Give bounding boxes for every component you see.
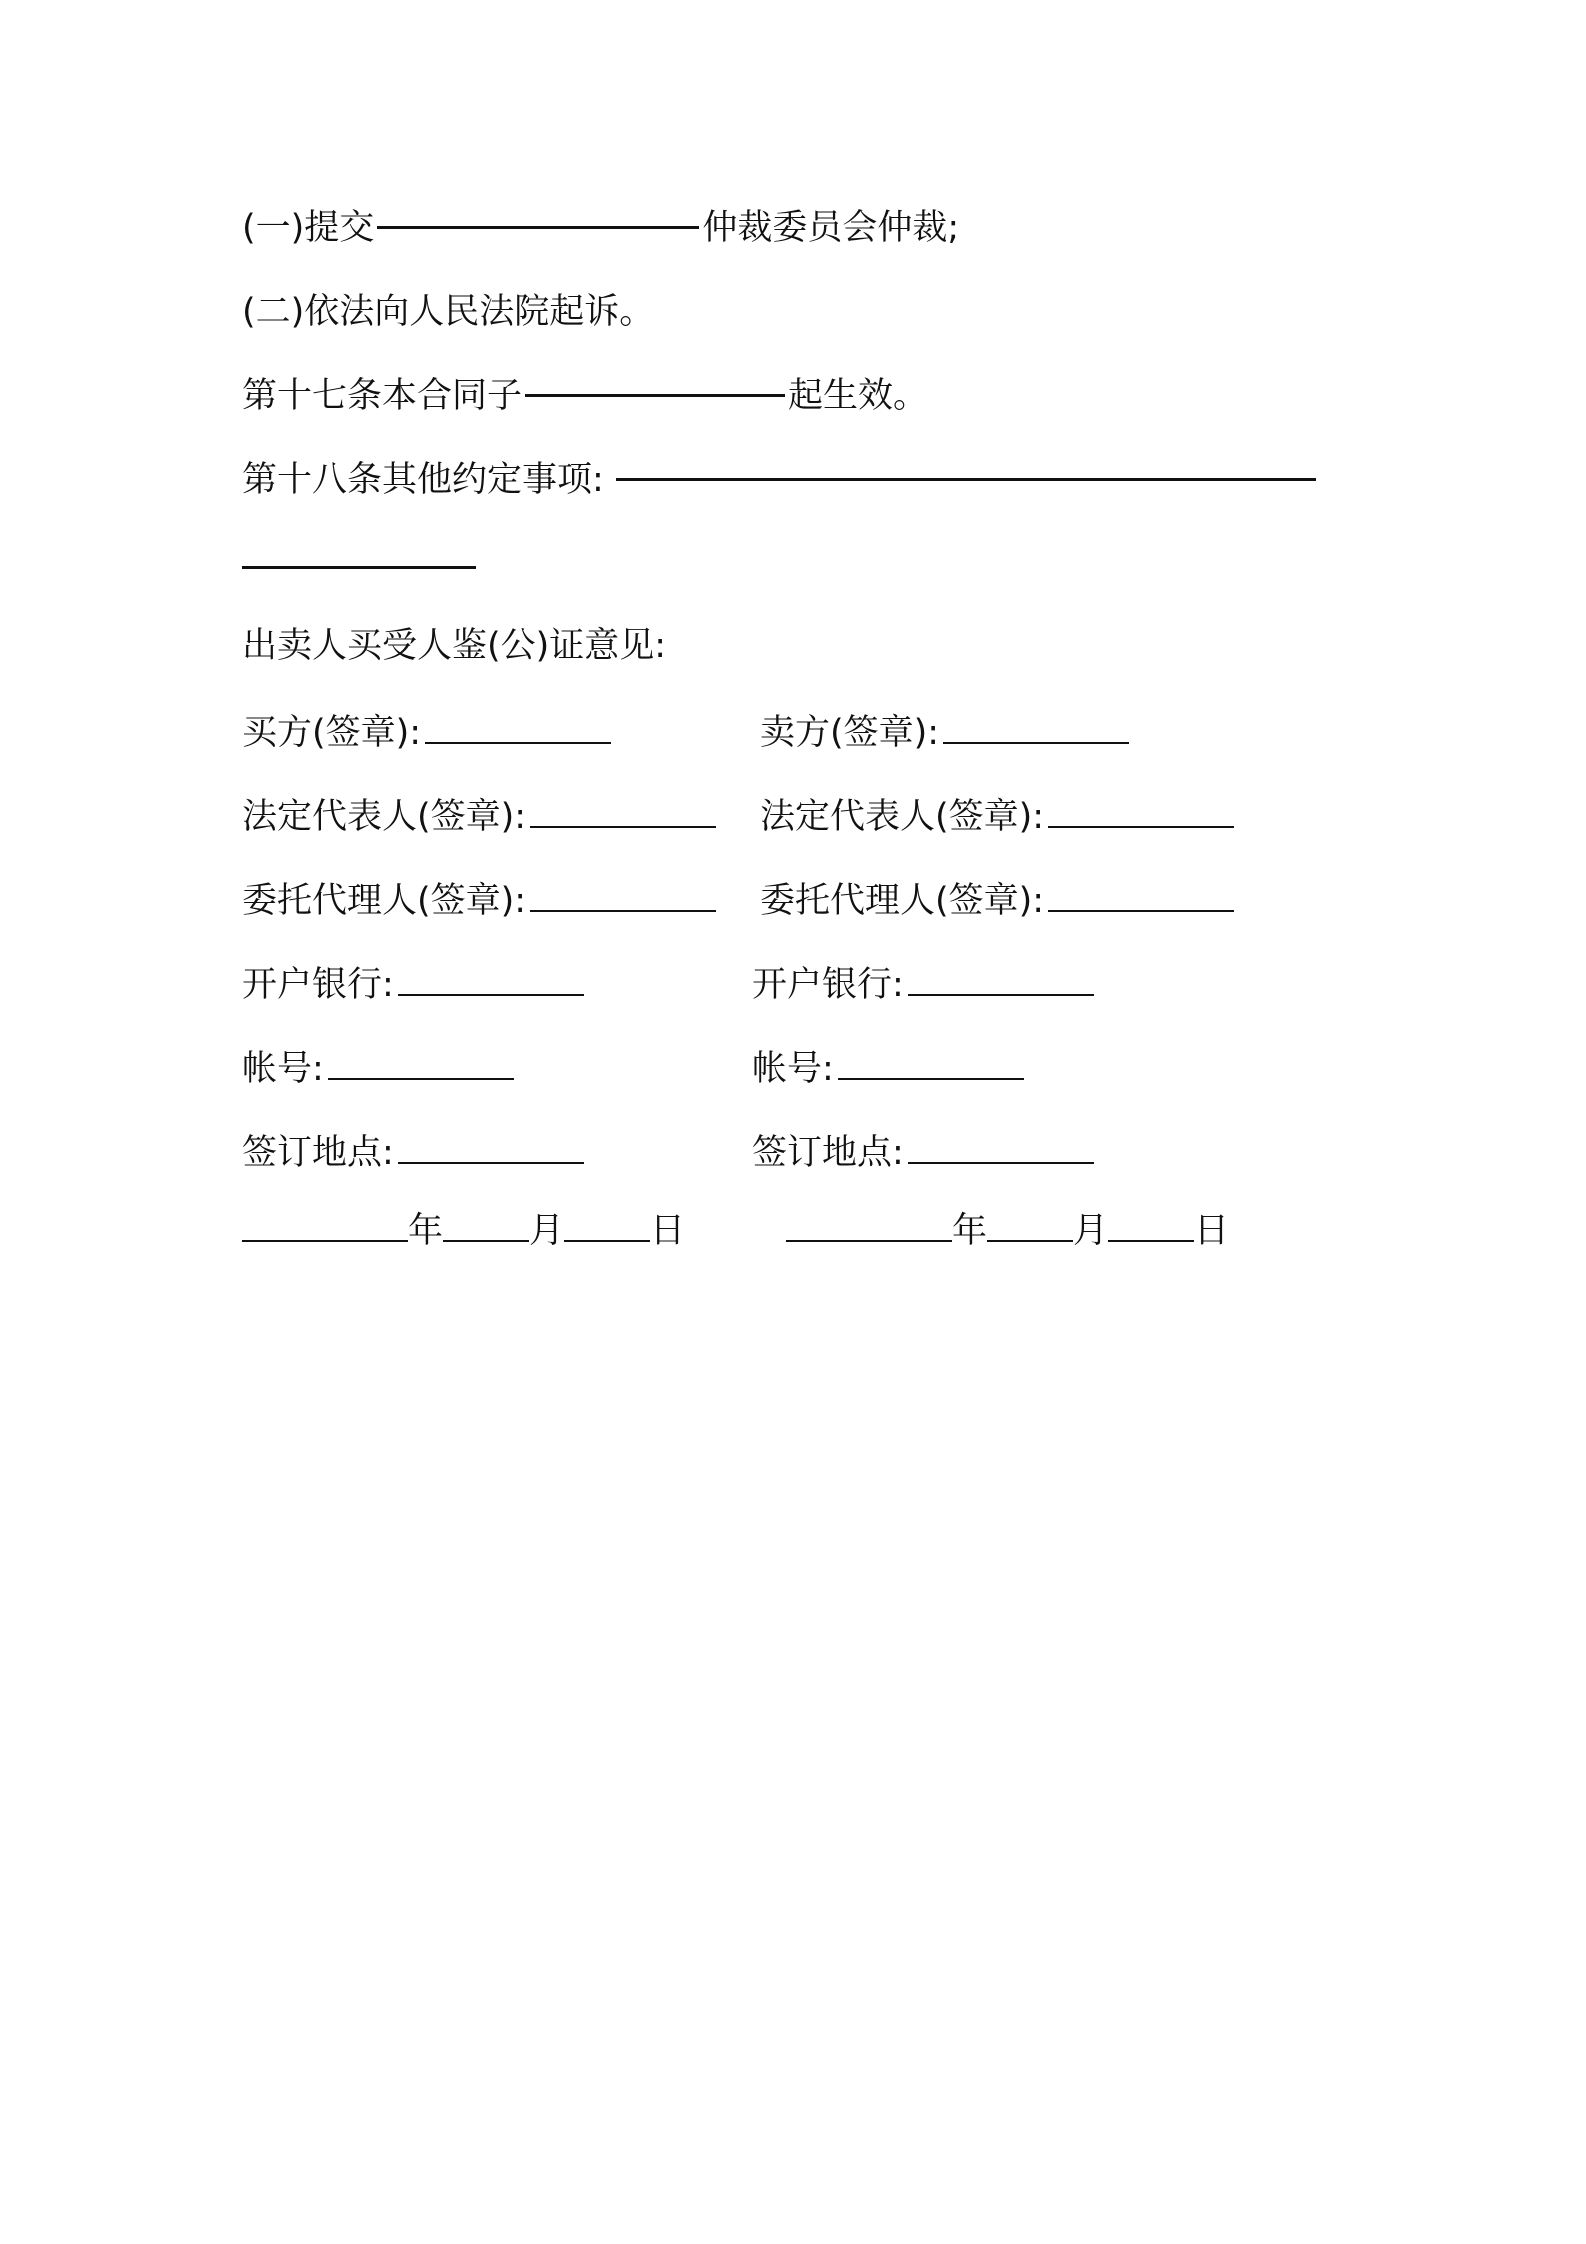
agent-right-label: 委托代理人(签章): (760, 881, 1045, 921)
account-right-row (752, 1044, 1024, 1093)
clause-article-17 (242, 372, 928, 420)
place-right-row (752, 1128, 1094, 1177)
bank-left-row (242, 960, 584, 1009)
month-right-field[interactable] (987, 1206, 1073, 1242)
agent-left-field[interactable] (530, 876, 716, 912)
agent-left-row (242, 876, 716, 925)
article-17-suffix: 起生效。 (788, 376, 929, 416)
bank-right-label: 开户银行: (752, 965, 904, 1005)
account-right-label: 帐号: (752, 1049, 834, 1089)
day-left-label: 日 (650, 1211, 686, 1251)
place-left-field[interactable] (398, 1128, 584, 1164)
seller-signature-row (760, 708, 1129, 757)
month-right-label: 月 (1073, 1211, 1109, 1251)
year-left-label: 年 (408, 1211, 444, 1251)
article-17-prefix: 第十七条本合同子 (242, 376, 523, 416)
date-left-row (242, 1206, 685, 1255)
clause-item-2: (二)依法向人民法院起诉。 (242, 292, 655, 332)
year-right-field[interactable] (786, 1206, 952, 1242)
agent-right-row (760, 876, 1234, 925)
legal-rep-left-field[interactable] (530, 792, 716, 828)
article-18-prefix: 第十八条其他约定事项: (242, 460, 604, 500)
bank-right-row (752, 960, 1094, 1009)
legal-rep-right-field[interactable] (1048, 792, 1234, 828)
buyer-signature-row (242, 708, 611, 757)
day-right-label: 日 (1194, 1211, 1230, 1251)
date-right-row (786, 1206, 1229, 1255)
place-left-row (242, 1128, 584, 1177)
buyer-signature-field[interactable] (425, 708, 611, 744)
account-left-label: 帐号: (242, 1049, 324, 1089)
place-right-field[interactable] (908, 1128, 1094, 1164)
legal-rep-right-label: 法定代表人(签章): (760, 797, 1045, 837)
place-left-label: 签订地点: (242, 1133, 394, 1173)
account-left-row (242, 1044, 514, 1093)
bank-right-field[interactable] (908, 960, 1094, 996)
seller-label: 卖方(签章): (760, 713, 940, 753)
agent-left-label: 委托代理人(签章): (242, 881, 527, 921)
buyer-label: 买方(签章): (242, 713, 422, 753)
bank-left-field[interactable] (398, 960, 584, 996)
agent-right-field[interactable] (1048, 876, 1234, 912)
clause-article-18 (242, 456, 1319, 504)
fill-in-line[interactable] (377, 226, 699, 229)
legal-rep-left-row (242, 792, 716, 841)
seller-signature-field[interactable] (943, 708, 1129, 744)
place-right-label: 签订地点: (752, 1133, 904, 1173)
account-right-field[interactable] (838, 1044, 1024, 1080)
clause-item-1-suffix: 仲裁委员会仲裁; (702, 208, 960, 248)
fill-in-line[interactable] (616, 478, 1316, 481)
fill-in-line-continuation[interactable] (242, 566, 476, 569)
bank-left-label: 开户银行: (242, 965, 394, 1005)
month-left-field[interactable] (443, 1206, 529, 1242)
fill-in-line[interactable] (525, 394, 785, 397)
signature-heading: 出卖人买受人鉴(公)证意见: (242, 626, 667, 666)
legal-rep-right-row (760, 792, 1234, 841)
clause-item-1-prefix: (一)提交 (242, 208, 375, 248)
day-left-field[interactable] (564, 1206, 650, 1242)
month-left-label: 月 (529, 1211, 565, 1251)
account-left-field[interactable] (328, 1044, 514, 1080)
clause-item-1 (242, 204, 959, 252)
year-right-label: 年 (952, 1211, 988, 1251)
legal-rep-left-label: 法定代表人(签章): (242, 797, 527, 837)
day-right-field[interactable] (1108, 1206, 1194, 1242)
year-left-field[interactable] (242, 1206, 408, 1242)
